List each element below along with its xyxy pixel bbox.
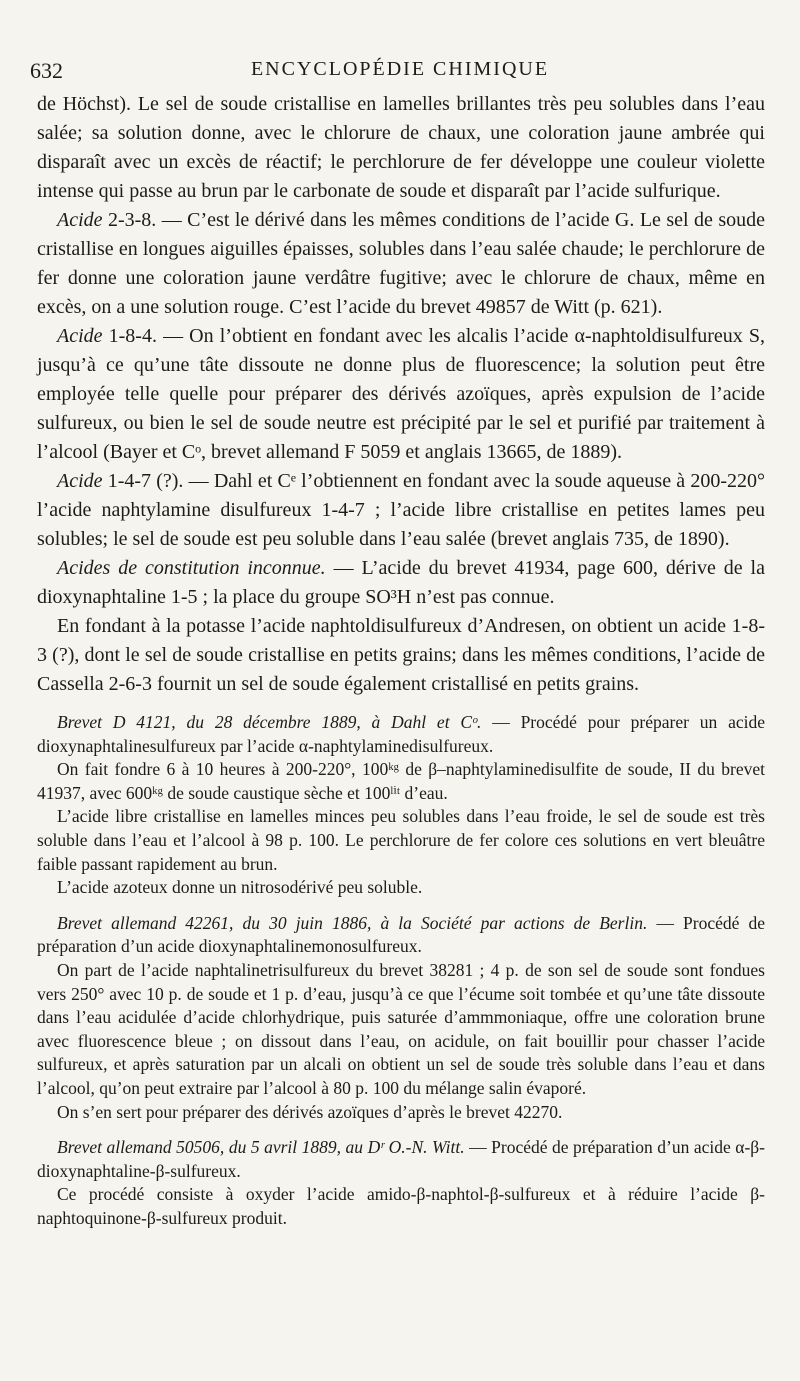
paragraph-text: — L’acide du brevet 41934, page 600, dérive de la dioxynaphtaline 1-5 ; la place du groupe SO³H n’est pas connue. bbox=[37, 557, 765, 608]
paragraph-text: 1-4-7 (?). — Dahl et Cᵉ l’obtiennent en fondant avec la soude aqueuse à 200-220° l’acide naphtylamine disulfureux 1-4-7 ; l’acide libre cristallise en petites lames peu solubles; le sel de soude est peu soluble dans l’eau salée (brevet anglais 735, de 1890). bbox=[37, 470, 765, 550]
paragraph: de Höchst). Le sel de soude cristallise en lamelles brillantes très peu solubles dans l’eau salée; sa solution donne, avec le chlorure de chaux, une coloration jaune ambrée qui disparaît avec un excès de réactif; le perchlorure de fer développe une couleur violette intense qui passe au brun par le carbonate de soude et disparaît par l’acide sulfurique. bbox=[37, 93, 765, 202]
patent-entry bbox=[37, 912, 765, 1124]
patent-heading bbox=[37, 912, 765, 959]
patent-summary: — Procédé de préparation d’un acide α-β-dioxynaphtaline-β-sulfureux. bbox=[37, 1137, 766, 1181]
patent-paragraph: Ce procédé consiste à oxyder l’acide amido-β-naphtol-β-sulfureux et à réduire l’acide β-naphtoquinone-β-sulfureux produit. bbox=[37, 1184, 765, 1228]
patent-title: Brevet D 4121, du 28 décembre 1889, à Dahl et Cᵒ. bbox=[57, 712, 482, 732]
page-number: 632 bbox=[30, 58, 63, 83]
page-header bbox=[30, 58, 770, 88]
paragraph bbox=[37, 554, 765, 612]
page-body bbox=[37, 90, 765, 1230]
patent-paragraph: On fait fondre 6 à 10 heures à 200-220°, 100ᵏᵍ de β–naphtylaminedisulfite de soude, II du brevet 41937, avec 600ᵏᵍ de soude caustique sèche et 100ˡⁱᵗ d’eau. bbox=[37, 759, 765, 803]
patent-paragraph: On s’en sert pour préparer des dérivés azoïques d’après le brevet 42270. bbox=[57, 1101, 563, 1122]
patent-entry bbox=[37, 711, 765, 900]
paragraph-text: 1-8-4. — On l’obtient en fondant avec les alcalis l’acide α-naphtoldisulfureux S, jusqu’à ce qu’une tâte dissoute ne donne plus de fluorescence; la solution peut être employée telle quelle pour préparer des dérivés azoïques, après expulsion de l’acide sulfureux, ou bien le sel de soude neutre est précipité par le sel et purifié par traitement à l’alcool (Bayer et Cᵒ, brevet allemand F 5059 et anglais 13665, de 1889). bbox=[37, 325, 765, 463]
patent-summary: — Procédé pour préparer un acide dioxynaphtalinesulfureux par l’acide α-naphtylaminedisulfureux. bbox=[37, 712, 765, 756]
paragraph: En fondant à la potasse l’acide naphtoldisulfureux d’Andresen, on obtient un acide 1-8-3 (?), dont le sel de soude cristallise en petits grains; dans les mêmes conditions, l’acide de Cassella 2-6-3 fournit un sel de soude également cristallisé en petits grains. bbox=[37, 615, 765, 695]
patent-summary: — Procédé de préparation d’un acide dioxynaphtalinemonosulfureux. bbox=[37, 912, 765, 957]
patent-heading bbox=[37, 711, 765, 758]
paragraph bbox=[37, 467, 765, 554]
main-text bbox=[37, 90, 765, 699]
patent-paragraph: On part de l’acide naphtalinetrisulfureux du brevet 38281 ; 4 p. de son sel de soude sont fondues vers 250° avec 10 p. de soude et 1 p. d’eau, jusqu’à ce que l’écume soit tombée et qu’une tâte dissoute dans l’eau acidulée d’acide chlorhydrique, puis saturée d’ammmoniaque, offre une coloration brune avec fluorescence bleue ; on dissout dans l’eau, on acidule, on fait bouillir pour chasser l’acide sulfureux, et après saturation par un alcali on obtient un sel de soude très soluble dans l’eau et dans l’alcool, qu’on peut extraire par l’alcool à 80 p. 100 du mélange salin évaporé. bbox=[37, 959, 765, 1098]
paragraph-lead: Acide bbox=[57, 325, 103, 347]
patent-heading bbox=[37, 1136, 765, 1183]
paragraph-text: 2-3-8. — C’est le dérivé dans les mêmes conditions de l’acide G. Le sel de soude cristallise en longues aiguilles épaisses, solubles dans l’eau salée chaude; le perchlorure de fer donne une coloration jaune verdâtre fugitive; avec le chlorure de chaux, même en excès, on a une solution rouge. C’est l’acide du brevet 49857 de Witt (p. 621). bbox=[37, 209, 765, 318]
paragraph-lead: Acide bbox=[57, 470, 103, 492]
paragraph bbox=[37, 322, 765, 467]
patent-paragraph: L’acide libre cristallise en lamelles minces peu solubles dans l’eau froide, le sel de soude est très soluble dans l’eau et l’alcool à 98 p. 100. Le perchlorure de fer colore ces solutions en vert bleuâtre faible passant rapidement au brun. bbox=[37, 806, 765, 874]
paragraph bbox=[37, 206, 765, 322]
patent-title: Brevet allemand 42261, du 30 juin 1886, à la Société par actions de Berlin. bbox=[57, 912, 648, 933]
running-title: ENCYCLOPÉDIE CHIMIQUE bbox=[250, 58, 550, 80]
paragraph-lead: Acides de constitution inconnue. bbox=[57, 557, 326, 579]
patent-title: Brevet allemand 50506, du 5 avril 1889, au Dʳ O.-N. Witt. bbox=[57, 1137, 465, 1158]
patent-paragraph: L’acide azoteux donne un nitrosodérivé peu soluble. bbox=[57, 877, 423, 898]
paragraph-lead: Acide bbox=[57, 209, 103, 231]
patent-entry bbox=[37, 1136, 765, 1230]
